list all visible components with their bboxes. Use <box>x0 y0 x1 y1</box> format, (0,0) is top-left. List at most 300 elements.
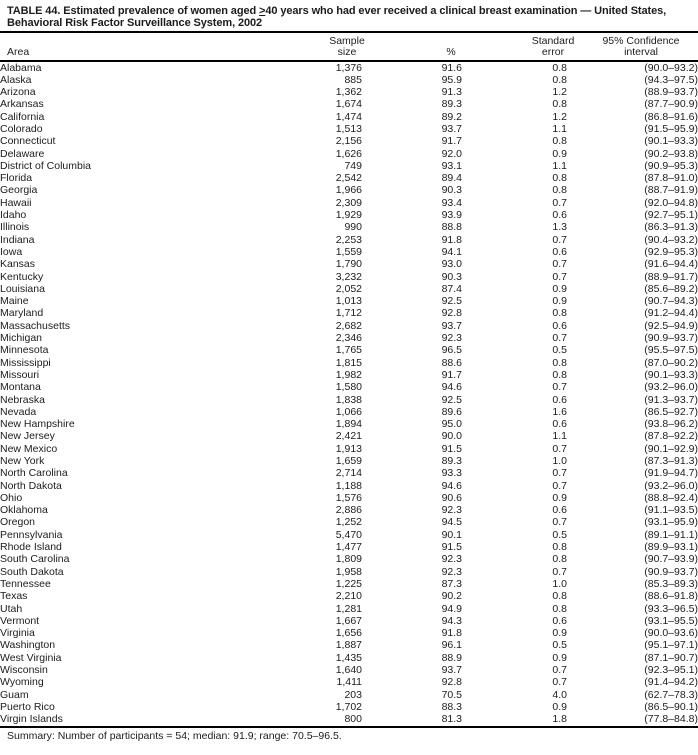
cell-percent: 90.3 <box>441 184 462 197</box>
table-row <box>0 184 698 196</box>
table-row <box>0 381 698 393</box>
cell-area: Pennsylvania <box>0 528 63 541</box>
cell-standard-error: 1.0 <box>552 455 567 467</box>
cell-confidence-interval: (94.3–97.5) <box>644 73 698 86</box>
cell-standard-error: 0.7 <box>552 664 567 677</box>
cell-standard-error: 0.6 <box>552 319 567 332</box>
cell-sample-size: 1,225 <box>335 577 362 590</box>
cell-sample-size: 1,474 <box>335 110 362 123</box>
cell-confidence-interval: (87.0–90.2) <box>644 356 698 369</box>
cell-percent: 94.6 <box>441 479 462 492</box>
cell-standard-error: 1.8 <box>552 713 567 726</box>
cell-area: Oregon <box>0 516 36 529</box>
cell-area: Massachusetts <box>0 319 71 332</box>
cell-area: Hawaii <box>0 196 32 209</box>
table-row <box>0 406 698 418</box>
table-row <box>0 480 698 492</box>
cell-standard-error: 0.7 <box>552 565 567 578</box>
table-header <box>0 33 698 60</box>
table-title-line2: Behavioral Risk Factor Surveillance System, 2002 <box>7 17 263 29</box>
cell-standard-error: 0.6 <box>552 209 567 222</box>
table-body <box>0 62 698 726</box>
cell-percent: 92.8 <box>441 307 462 320</box>
table-row <box>0 689 698 701</box>
cell-area: Iowa <box>0 245 23 258</box>
cell-area: North Carolina <box>0 467 68 480</box>
greater-equal-symbol: > <box>259 5 266 17</box>
table-row <box>0 123 698 135</box>
cell-sample-size: 1,894 <box>335 418 362 431</box>
cell-confidence-interval: (86.5–92.7) <box>644 405 698 418</box>
summary-note: Summary: Number of participants = 54; median: 91.9; range: 70.5–96.5. <box>7 730 342 743</box>
cell-percent: 95.9 <box>441 73 462 86</box>
cell-standard-error: 0.8 <box>552 590 567 603</box>
cell-confidence-interval: (93.2–96.0) <box>644 479 698 492</box>
cell-sample-size: 800 <box>344 713 362 726</box>
cell-sample-size: 1,765 <box>335 344 362 357</box>
table-row <box>0 246 698 258</box>
cell-percent: 91.6 <box>441 61 462 74</box>
cell-confidence-interval: (77.8–84.8) <box>644 713 698 726</box>
cell-sample-size: 2,886 <box>335 504 362 517</box>
cell-standard-error: 0.7 <box>552 233 567 246</box>
cell-standard-error: 1.0 <box>552 577 567 590</box>
cell-confidence-interval: (91.1–93.5) <box>644 504 698 517</box>
cell-area: Virginia <box>0 627 35 640</box>
column-header-interval: interval <box>624 45 658 58</box>
cell-percent: 92.8 <box>441 676 462 689</box>
cell-standard-error: 0.8 <box>552 98 567 111</box>
cell-area: New Mexico <box>0 442 58 455</box>
cell-confidence-interval: (91.9–94.7) <box>644 467 698 480</box>
cell-sample-size: 1,809 <box>335 553 362 566</box>
cell-area: Arkansas <box>0 98 44 111</box>
table-row <box>0 258 698 270</box>
cell-confidence-interval: (90.9–93.7) <box>644 332 698 345</box>
table-row <box>0 197 698 209</box>
cell-area: Kentucky <box>0 270 44 283</box>
table-row <box>0 566 698 578</box>
table-row <box>0 369 698 381</box>
cell-confidence-interval: (88.8–92.4) <box>644 491 698 504</box>
cell-area: Missouri <box>0 368 40 381</box>
cell-standard-error: 1.1 <box>552 122 567 135</box>
cell-area: Virgin Islands <box>0 713 63 726</box>
cell-sample-size: 2,052 <box>335 282 362 295</box>
cell-area: California <box>0 110 45 123</box>
cell-standard-error: 0.7 <box>552 676 567 689</box>
cell-area: District of Columbia <box>0 159 92 172</box>
cell-standard-error: 0.8 <box>552 61 567 74</box>
cell-area: Guam <box>0 688 29 701</box>
table-row <box>0 209 698 221</box>
table-row <box>0 135 698 147</box>
cell-sample-size: 1,929 <box>335 209 362 222</box>
cell-sample-size: 1,966 <box>335 184 362 197</box>
cell-confidence-interval: (90.1–93.3) <box>644 135 698 148</box>
cell-percent: 90.2 <box>441 590 462 603</box>
cell-sample-size: 1,477 <box>335 541 362 554</box>
cell-area: Florida <box>0 172 33 185</box>
cell-area: Alaska <box>0 73 32 86</box>
cell-percent: 91.8 <box>441 233 462 246</box>
table-row <box>0 271 698 283</box>
cell-standard-error: 0.9 <box>552 147 567 160</box>
cell-area: Utah <box>0 602 23 615</box>
cell-sample-size: 1,626 <box>335 147 362 160</box>
cell-sample-size: 1,435 <box>335 651 362 664</box>
table-row <box>0 344 698 356</box>
cell-percent: 92.3 <box>441 504 462 517</box>
cell-standard-error: 0.8 <box>552 356 567 369</box>
cell-area: Nevada <box>0 405 37 418</box>
cell-area: Georgia <box>0 184 38 197</box>
cell-standard-error: 0.7 <box>552 467 567 480</box>
table-row <box>0 639 698 651</box>
cell-percent: 92.3 <box>441 553 462 566</box>
cell-standard-error: 0.8 <box>552 307 567 320</box>
table-row <box>0 234 698 246</box>
table-row <box>0 160 698 172</box>
cell-area: Delaware <box>0 147 45 160</box>
cell-standard-error: 1.2 <box>552 86 567 99</box>
cell-standard-error: 1.3 <box>552 221 567 234</box>
cell-sample-size: 1,838 <box>335 393 362 406</box>
cell-percent: 89.2 <box>441 110 462 123</box>
cell-sample-size: 1,580 <box>335 381 362 394</box>
cell-area: Washington <box>0 639 56 652</box>
cell-standard-error: 1.2 <box>552 110 567 123</box>
cell-percent: 92.5 <box>441 295 462 308</box>
cell-confidence-interval: (88.7–91.9) <box>644 184 698 197</box>
cell-standard-error: 0.8 <box>552 172 567 185</box>
cell-confidence-interval: (87.3–91.3) <box>644 455 698 467</box>
cell-standard-error: 0.9 <box>552 651 567 664</box>
table-row <box>0 713 698 725</box>
cell-percent: 91.7 <box>441 135 462 148</box>
data-table <box>0 62 698 726</box>
cell-area: Michigan <box>0 332 43 345</box>
cell-percent: 88.9 <box>441 651 462 664</box>
cell-confidence-interval: (85.3–89.3) <box>644 577 698 590</box>
table-row <box>0 283 698 295</box>
cell-confidence-interval: (91.4–94.2) <box>644 676 698 689</box>
cell-sample-size: 1,958 <box>335 565 362 578</box>
cell-sample-size: 1,411 <box>336 676 362 689</box>
cell-sample-size: 990 <box>344 221 362 234</box>
cell-standard-error: 0.9 <box>552 295 567 308</box>
table-row <box>0 541 698 553</box>
table-row <box>0 62 698 74</box>
cell-percent: 91.5 <box>441 442 462 455</box>
cell-area: South Carolina <box>0 553 70 566</box>
cell-percent: 92.0 <box>441 147 462 160</box>
cell-sample-size: 1,887 <box>335 639 362 652</box>
table-row <box>0 664 698 676</box>
cell-confidence-interval: (87.8–91.0) <box>644 172 698 185</box>
cell-percent: 88.3 <box>441 700 462 713</box>
cell-confidence-interval: (87.8–92.2) <box>644 430 698 443</box>
cell-confidence-interval: (93.2–96.0) <box>644 381 698 394</box>
table-row <box>0 221 698 233</box>
cell-area: Alabama <box>0 61 42 74</box>
cell-sample-size: 1,362 <box>335 86 362 99</box>
table-title <box>0 0 698 29</box>
cell-standard-error: 0.6 <box>552 393 567 406</box>
cell-confidence-interval: (86.5–90.1) <box>644 700 698 713</box>
cell-area: Louisiana <box>0 282 45 295</box>
cell-confidence-interval: (92.5–94.9) <box>644 319 698 332</box>
table-row <box>0 357 698 369</box>
cell-sample-size: 1,513 <box>335 122 362 135</box>
cell-sample-size: 2,309 <box>335 196 362 209</box>
cell-confidence-interval: (90.9–93.7) <box>644 565 698 578</box>
table-row <box>0 320 698 332</box>
cell-percent: 96.5 <box>441 344 462 357</box>
cell-confidence-interval: (92.9–95.3) <box>644 245 698 258</box>
cell-sample-size: 1,066 <box>335 405 362 418</box>
cell-sample-size: 1,640 <box>335 664 362 677</box>
cell-percent: 91.7 <box>441 368 462 381</box>
cell-percent: 93.7 <box>441 664 462 677</box>
cell-confidence-interval: (90.7–93.9) <box>644 553 698 566</box>
cell-standard-error: 0.9 <box>552 491 567 504</box>
cell-area: Colorado <box>0 122 43 135</box>
cell-standard-error: 0.7 <box>552 442 567 455</box>
cell-confidence-interval: (92.7–95.1) <box>644 209 698 222</box>
cell-area: Texas <box>0 590 28 603</box>
table-row <box>0 492 698 504</box>
cell-standard-error: 0.5 <box>552 528 567 541</box>
table-row <box>0 111 698 123</box>
table-row <box>0 615 698 627</box>
table-row <box>0 516 698 528</box>
cell-percent: 90.3 <box>441 270 462 283</box>
cell-area: Connecticut <box>0 135 56 148</box>
cell-percent: 90.6 <box>441 491 462 504</box>
cell-standard-error: 0.7 <box>552 258 567 271</box>
title-text-after: 40 years who had ever received a clinical breast examination — United States, <box>265 5 667 17</box>
cell-sample-size: 1,667 <box>335 614 362 627</box>
cell-area: West Virginia <box>0 651 62 664</box>
cell-confidence-interval: (87.7–90.9) <box>644 98 698 111</box>
column-header-percent: % <box>446 45 456 58</box>
cell-area: Montana <box>0 381 41 394</box>
cell-confidence-interval: (90.0–93.6) <box>644 627 698 640</box>
cell-percent: 93.4 <box>441 196 462 209</box>
table-row <box>0 394 698 406</box>
table-title-line1 <box>7 5 694 17</box>
cell-standard-error: 0.9 <box>552 627 567 640</box>
table-row <box>0 652 698 664</box>
cell-standard-error: 0.6 <box>552 418 567 431</box>
table-row <box>0 295 698 307</box>
cell-percent: 93.9 <box>441 209 462 222</box>
cell-confidence-interval: (91.6–94.4) <box>644 258 698 271</box>
cell-percent: 92.3 <box>441 565 462 578</box>
cell-confidence-interval: (92.3–95.1) <box>644 664 698 677</box>
column-header-sample: Sample <box>329 34 365 47</box>
cell-standard-error: 0.6 <box>552 504 567 517</box>
table-row <box>0 590 698 602</box>
cell-confidence-interval: (92.0–94.8) <box>644 196 698 209</box>
cell-percent: 94.5 <box>441 516 462 529</box>
cell-confidence-interval: (88.6–91.8) <box>644 590 698 603</box>
cell-standard-error: 1.1 <box>552 430 567 443</box>
cell-confidence-interval: (93.8–96.2) <box>644 418 698 431</box>
cell-percent: 93.1 <box>441 159 462 172</box>
cell-percent: 93.7 <box>441 319 462 332</box>
cell-standard-error: 0.5 <box>552 344 567 357</box>
table-row <box>0 553 698 565</box>
cell-sample-size: 1,674 <box>335 98 362 111</box>
table-row <box>0 430 698 442</box>
cell-sample-size: 1,913 <box>335 442 362 455</box>
cell-sample-size: 749 <box>344 159 362 172</box>
cell-percent: 87.4 <box>441 282 462 295</box>
cell-standard-error: 1.6 <box>552 405 567 418</box>
cell-sample-size: 1,013 <box>335 295 362 308</box>
table-row <box>0 74 698 86</box>
cell-sample-size: 2,714 <box>335 467 362 480</box>
cell-percent: 89.3 <box>441 455 462 467</box>
cell-percent: 93.7 <box>441 122 462 135</box>
cell-area: Nebraska <box>0 393 45 406</box>
cell-area: Idaho <box>0 209 27 222</box>
column-header-size: size <box>337 45 357 58</box>
cell-confidence-interval: (95.1–97.1) <box>644 639 698 652</box>
cell-standard-error: 4.0 <box>552 688 567 701</box>
cell-confidence-interval: (90.1–92.9) <box>644 442 698 455</box>
cell-standard-error: 0.8 <box>552 73 567 86</box>
table-row <box>0 504 698 516</box>
table-row <box>0 86 698 98</box>
table-row <box>0 578 698 590</box>
table-row <box>0 701 698 713</box>
cell-percent: 94.1 <box>441 245 462 258</box>
cell-sample-size: 2,346 <box>335 332 362 345</box>
column-header-standard: Standard <box>531 34 575 47</box>
cell-percent: 90.0 <box>441 430 462 443</box>
cell-area: Maryland <box>0 307 44 320</box>
cell-sample-size: 2,542 <box>335 172 362 185</box>
cell-percent: 92.5 <box>441 393 462 406</box>
cell-area: Oklahoma <box>0 504 48 517</box>
cell-area: Wisconsin <box>0 664 48 677</box>
cell-confidence-interval: (90.2–93.8) <box>644 147 698 160</box>
cell-area: South Dakota <box>0 565 64 578</box>
column-header-error: error <box>541 45 565 58</box>
table-row <box>0 529 698 541</box>
cell-percent: 88.6 <box>441 356 462 369</box>
cell-confidence-interval: (91.5–95.9) <box>644 122 698 135</box>
table-row <box>0 467 698 479</box>
cell-sample-size: 2,682 <box>335 319 362 332</box>
cell-confidence-interval: (89.1–91.1) <box>644 528 698 541</box>
cell-area: Ohio <box>0 491 23 504</box>
cell-standard-error: 0.8 <box>552 135 567 148</box>
cell-standard-error: 0.7 <box>552 270 567 283</box>
cell-sample-size: 1,702 <box>335 700 362 713</box>
cell-area: Maine <box>0 295 29 308</box>
cell-percent: 90.1 <box>441 528 462 541</box>
cell-percent: 91.5 <box>441 541 462 554</box>
cell-area: Illinois <box>0 221 30 234</box>
cell-standard-error: 0.8 <box>552 184 567 197</box>
title-text-before: TABLE 44. Estimated prevalence of women aged <box>7 5 260 17</box>
table-row <box>0 307 698 319</box>
cell-sample-size: 2,421 <box>335 430 362 443</box>
cell-area: Wyoming <box>0 676 44 689</box>
cell-standard-error: 0.5 <box>552 639 567 652</box>
cell-area: New Hampshire <box>0 418 75 431</box>
cell-sample-size: 885 <box>344 73 362 86</box>
cell-confidence-interval: (93.1–95.9) <box>644 516 698 529</box>
cell-confidence-interval: (89.9–93.1) <box>644 541 698 554</box>
cell-confidence-interval: (88.9–91.7) <box>644 270 698 283</box>
cell-sample-size: 1,712 <box>335 307 362 320</box>
cell-sample-size: 1,659 <box>335 455 362 467</box>
cell-area: Kansas <box>0 258 36 271</box>
cell-confidence-interval: (95.5–97.5) <box>644 344 698 357</box>
cell-area: North Dakota <box>0 479 62 492</box>
cell-standard-error: 0.7 <box>552 196 567 209</box>
cell-percent: 89.3 <box>441 98 462 111</box>
table-row <box>0 603 698 615</box>
cell-confidence-interval: (88.9–93.7) <box>644 86 698 99</box>
cell-area: Indiana <box>0 233 35 246</box>
cell-sample-size: 1,790 <box>335 258 362 271</box>
cell-confidence-interval: (93.3–96.5) <box>644 602 698 615</box>
cell-sample-size: 1,815 <box>335 356 362 369</box>
cell-percent: 89.4 <box>441 172 462 185</box>
cell-confidence-interval: (62.7–78.3) <box>644 688 698 701</box>
cell-area: Rhode Island <box>0 541 62 554</box>
cell-confidence-interval: (91.2–94.4) <box>644 307 698 320</box>
cell-percent: 95.0 <box>441 418 462 431</box>
cell-percent: 92.3 <box>441 332 462 345</box>
cell-standard-error: 0.7 <box>552 381 567 394</box>
cell-confidence-interval: (85.6–89.2) <box>644 282 698 295</box>
column-header-ci: 95% Confidence <box>602 34 680 47</box>
cell-standard-error: 0.8 <box>552 553 567 566</box>
cell-percent: 87.3 <box>441 577 462 590</box>
cell-area: Puerto Rico <box>0 700 55 713</box>
cell-sample-size: 1,252 <box>335 516 362 529</box>
cell-percent: 96.1 <box>441 639 462 652</box>
cell-area: Arizona <box>0 86 36 99</box>
cell-standard-error: 0.7 <box>552 516 567 529</box>
table-row <box>0 172 698 184</box>
cell-standard-error: 0.8 <box>552 602 567 615</box>
cell-percent: 81.3 <box>441 713 462 726</box>
cell-sample-size: 203 <box>344 688 362 701</box>
table-row <box>0 418 698 430</box>
table-row <box>0 627 698 639</box>
cell-sample-size: 1,656 <box>335 627 362 640</box>
table-row <box>0 98 698 110</box>
cell-confidence-interval: (90.4–93.2) <box>644 233 698 246</box>
table-row <box>0 148 698 160</box>
cell-confidence-interval: (90.1–93.3) <box>644 368 698 381</box>
cell-area: Minnesota <box>0 344 49 357</box>
cell-confidence-interval: (93.1–95.5) <box>644 614 698 627</box>
cell-area: New Jersey <box>0 430 55 443</box>
cell-sample-size: 1,376 <box>335 61 362 74</box>
cell-standard-error: 0.6 <box>552 614 567 627</box>
cell-percent: 70.5 <box>441 688 462 701</box>
table-row <box>0 676 698 688</box>
